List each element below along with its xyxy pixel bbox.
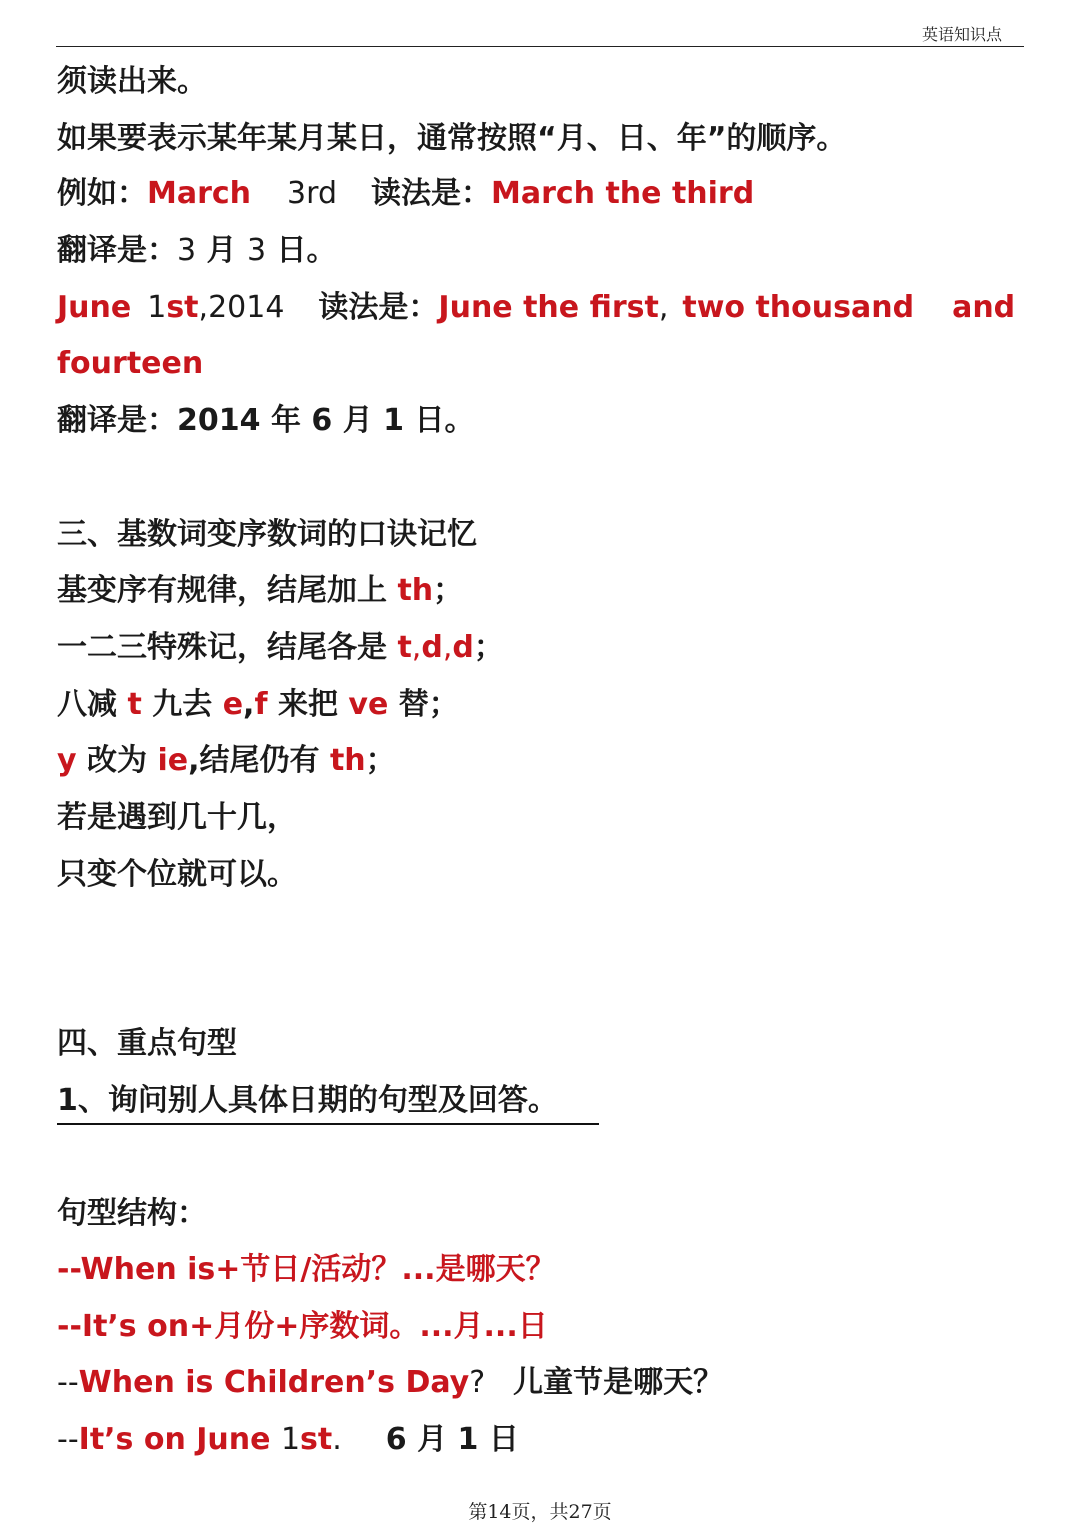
text-line-translation-1: 翻译是：3 月 3 日。 (57, 233, 337, 268)
pattern-answer: --It’s on+月份+序数词。...月...日 (57, 1309, 548, 1344)
structure-label: 句型结构： (57, 1196, 207, 1231)
text-line-example: 例如：March 3rd 读法是：March the third (57, 176, 755, 211)
text-line-continuation: 须读出来。 (57, 64, 207, 99)
text-line-june-example: June 1st,2014 读法是：June the first, two thousand and (57, 290, 1016, 325)
example-answer: --It’s on June 1st. 6 月 1 日 (57, 1422, 519, 1457)
text-line-translation-2: 翻译是：2014 年 6 月 1 日。 (57, 403, 475, 438)
text-line-date-order: 如果要表示某年某月某日，通常按照“月、日、年”的顺序。 (57, 121, 847, 156)
mnemonic-line-3: 八减 t 九去 e,f 来把 ve 替； (57, 687, 459, 722)
underlined-subheading: 1、询问别人具体日期的句型及回答。 (57, 1081, 599, 1125)
page-header (56, 18, 1024, 47)
section-heading-four: 四、重点句型 (57, 1026, 237, 1061)
mnemonic-line-6: 只变个位就可以。 (57, 857, 297, 892)
mnemonic-line-5: 若是遇到几十几， (57, 800, 297, 835)
pattern-question: --When is+节日/活动？...是哪天？ (57, 1252, 556, 1287)
section-heading-three: 三、基数词变序数词的口诀记忆 (57, 517, 477, 552)
text-line-fourteen: fourteen (57, 346, 204, 381)
page-footer (0, 1497, 1080, 1524)
mnemonic-line-1: 基变序有规律，结尾加上 th； (57, 573, 464, 608)
page-number: 第14页，共27页 (468, 1501, 612, 1523)
mnemonic-line-4: y 改为 ie,结尾仍有 th； (57, 743, 396, 778)
header-title: 英语知识点 (921, 25, 1002, 44)
subheading-date-question (57, 1081, 599, 1125)
example-question: --When is Children’s Day? 儿童节是哪天？ (57, 1365, 724, 1400)
mnemonic-line-2: 一二三特殊记，结尾各是 t,d,d； (57, 630, 504, 665)
